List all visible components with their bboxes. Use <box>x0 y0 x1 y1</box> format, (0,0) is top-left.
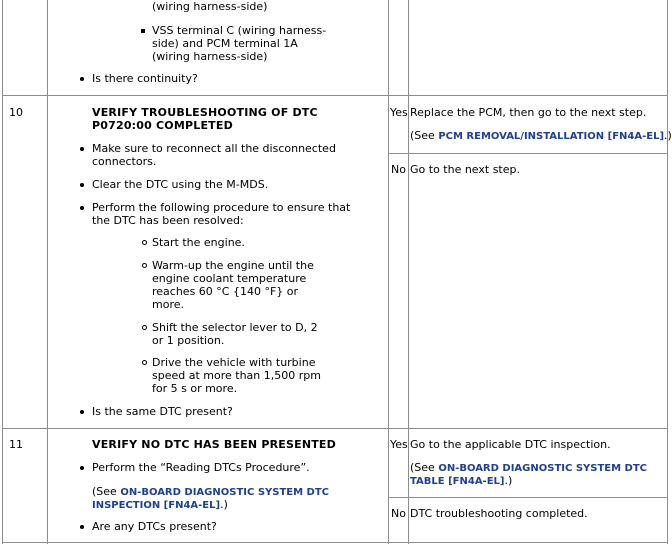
bullet-icon <box>80 410 84 414</box>
row10-sub3-line2: or 1 position. <box>152 334 225 347</box>
table-border-right <box>667 0 668 544</box>
row11-title: VERIFY NO DTC HAS BEEN PRESENTED <box>92 438 336 451</box>
column-divider-step <box>47 0 48 544</box>
table-border-bottom <box>2 542 668 543</box>
row10-no-action: Go to the next step. <box>410 163 520 176</box>
row10-no-label: No <box>391 163 406 176</box>
bullet-icon <box>80 206 84 210</box>
circle-bullet-icon <box>142 263 147 268</box>
bullet-icon <box>80 183 84 187</box>
row9-sub-item-tail: (wiring harness-side) <box>152 0 268 13</box>
row10-bullet3-line2: the DTC has been resolved: <box>92 214 244 227</box>
row11-reference-line2 <box>92 498 228 512</box>
square-bullet-icon <box>141 29 145 33</box>
see-prefix: (See <box>410 461 439 474</box>
row11-yes-label: Yes <box>390 438 408 451</box>
row10-sub3-line1: Shift the selector lever to D, 2 <box>152 321 318 334</box>
row10-sub4-line3: for 5 s or more. <box>152 382 238 395</box>
obd-dtc-table-link-cont[interactable]: TABLE [FN4A-EL] <box>410 476 505 487</box>
row11-no-action: DTC troubleshooting completed. <box>410 507 588 520</box>
row10-step-number: 10 <box>9 106 23 119</box>
obd-dtc-inspection-link-cont[interactable]: INSPECTION [FN4A-EL] <box>92 500 221 511</box>
see-suffix: .) <box>664 129 672 142</box>
row10-sub2-line3: reaches 60 °C {140 °F} or <box>152 285 299 298</box>
obd-dtc-inspection-link[interactable]: ON-BOARD DIAGNOSTIC SYSTEM DTC <box>120 487 330 498</box>
row10-bullet1-line1: Make sure to reconnect all the disconnected <box>92 142 336 155</box>
column-divider-action <box>408 0 409 544</box>
row11-question: Are any DTCs present? <box>92 520 217 533</box>
row-divider-10-11 <box>2 428 668 429</box>
circle-bullet-icon <box>142 360 147 365</box>
row10-sub2-line4: more. <box>152 298 184 311</box>
bullet-icon <box>80 77 84 81</box>
row11-yes-reference-line1 <box>410 461 647 475</box>
row11-yes-reference-line2 <box>410 474 512 488</box>
row-divider-9-10 <box>2 95 668 96</box>
bullet-icon <box>80 525 84 529</box>
row11-bullet1: Perform the “Reading DTCs Procedure”. <box>92 461 310 474</box>
row10-sub1: Start the engine. <box>152 236 245 249</box>
row10-bullet3-line1: Perform the following procedure to ensure that <box>92 201 351 214</box>
table-border-left <box>2 0 3 544</box>
circle-bullet-icon <box>142 325 147 330</box>
pcm-removal-link[interactable]: PCM REMOVAL/INSTALLATION [FN4A-EL] <box>438 131 665 142</box>
row11-reference-line1 <box>92 485 329 499</box>
row10-bullet2: Clear the DTC using the M-MDS. <box>92 178 269 191</box>
row10-title-line2: P0720:00 COMPLETED <box>92 119 233 132</box>
row10-yes-label: Yes <box>390 106 408 119</box>
see-suffix: .) <box>220 498 228 511</box>
yes-no-divider-row11 <box>388 497 668 498</box>
yes-no-divider-row10 <box>388 153 668 154</box>
bullet-icon <box>80 147 84 151</box>
see-prefix: (See <box>92 485 121 498</box>
row10-sub4-line2: speed at more than 1,500 rpm <box>152 369 321 382</box>
row10-title-line1: VERIFY TROUBLESHOOTING OF DTC <box>92 106 318 119</box>
circle-bullet-icon <box>142 240 147 245</box>
row9-question: Is there continuity? <box>92 72 198 85</box>
row11-yes-action: Go to the applicable DTC inspection. <box>410 438 611 451</box>
see-suffix: .) <box>504 474 513 487</box>
row9-sub-item-line3: (wiring harness-side) <box>152 50 268 63</box>
bullet-icon <box>80 466 84 470</box>
column-divider-result <box>388 0 389 544</box>
obd-dtc-table-link[interactable]: ON-BOARD DIAGNOSTIC SYSTEM DTC <box>438 463 648 474</box>
row10-sub4-line1: Drive the vehicle with turbine <box>152 356 316 369</box>
row9-sub-item-line1: VSS terminal C (wiring harness- <box>152 24 327 37</box>
row11-no-label: No <box>391 507 406 520</box>
row9-sub-item-line2: side) and PCM terminal 1A <box>152 37 298 50</box>
row10-yes-reference <box>410 129 672 143</box>
row10-question: Is the same DTC present? <box>92 405 233 418</box>
row10-sub2-line2: engine coolant temperature <box>152 272 307 285</box>
row10-yes-action: Replace the PCM, then go to the next step. <box>410 106 647 119</box>
row10-bullet1-line2: connectors. <box>92 155 157 168</box>
see-prefix: (See <box>410 129 439 142</box>
row11-step-number: 11 <box>9 438 23 451</box>
row10-sub2-line1: Warm-up the engine until the <box>152 259 314 272</box>
